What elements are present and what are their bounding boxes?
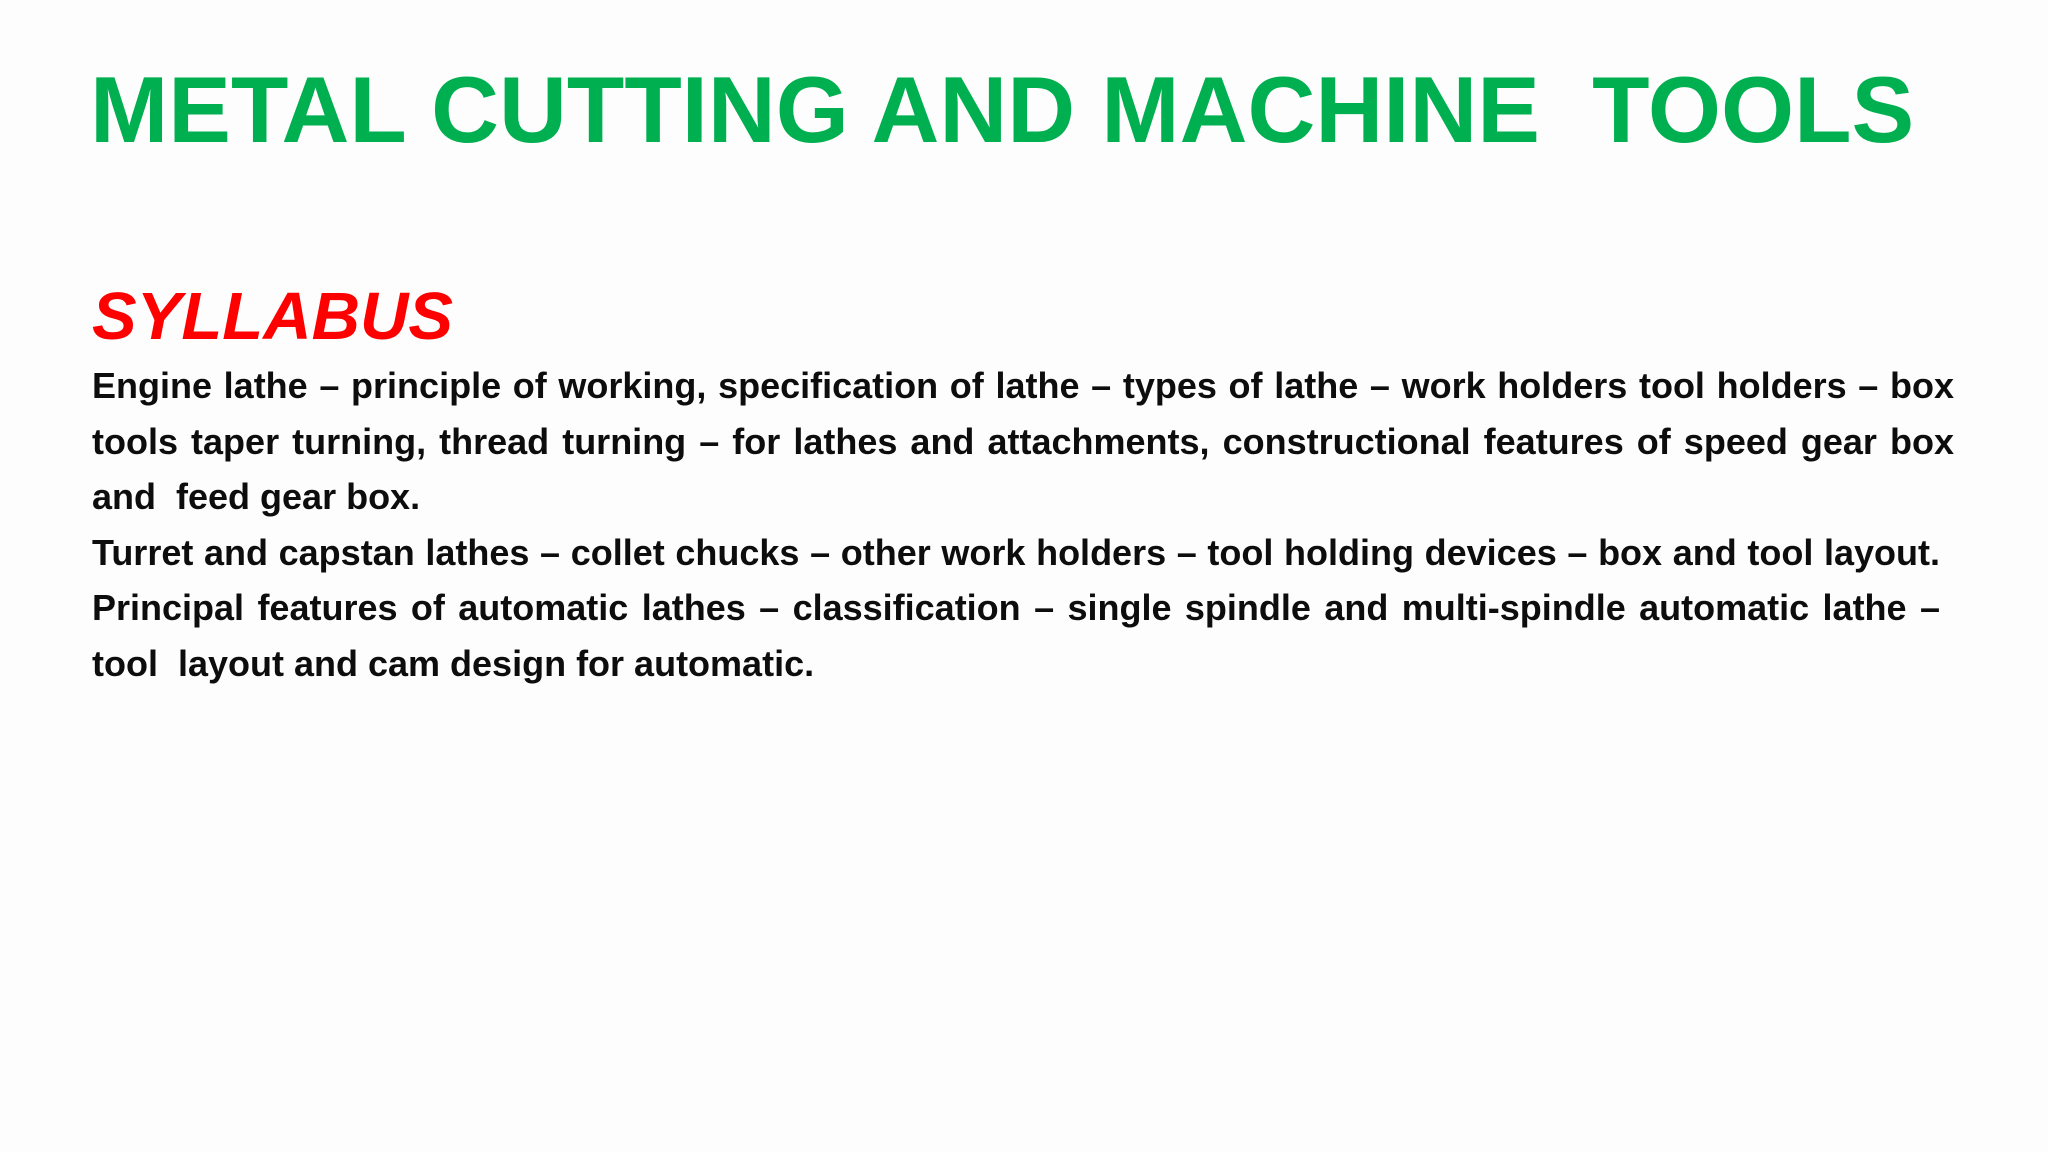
slide-title: METAL CUTTING AND MACHINE TOOLS <box>90 57 1915 162</box>
syllabus-body <box>92 358 1975 691</box>
syllabus-paragraph-lathe: Engine lathe – principle of working, specification of lathe – types of lathe – work holders tool holders – box tools taper turning, thread turning – for lathes and attachments, constructional features of speed gear box and feed gear box. <box>92 365 1975 517</box>
syllabus-paragraph-turret-capstan: Turret and capstan lathes – collet chucks – other work holders – tool holding devices – box and tool layout. Principal features of automatic lathes – classification – single spindle and multi-spindle automatic lathe – tool layout and cam design for automatic. <box>92 531 1961 684</box>
syllabus-heading: SYLLABUS <box>92 279 454 354</box>
